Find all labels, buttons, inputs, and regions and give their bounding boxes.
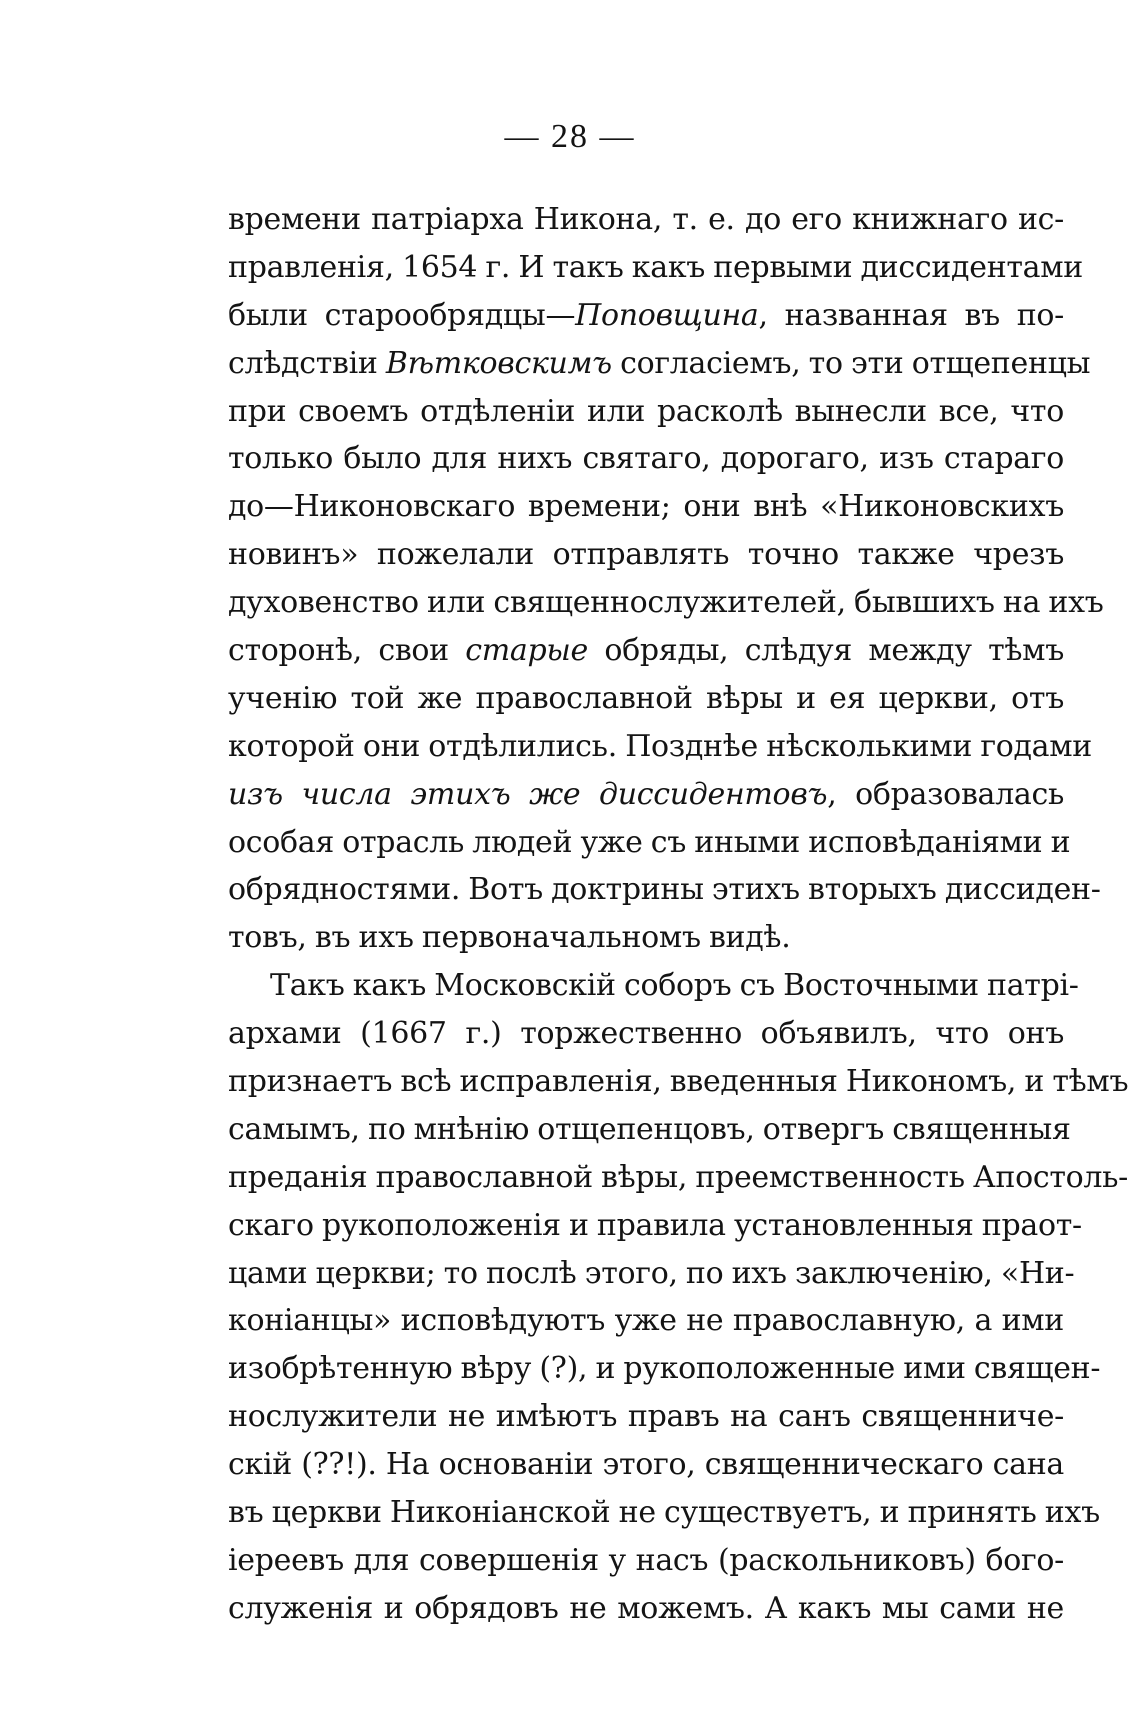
text-line: [228, 866, 1101, 914]
text-segment: сторонѣ, свои: [228, 633, 466, 669]
text-segment: новинъ» пожелали отправлять точно также чрезъ: [228, 537, 1064, 573]
italic-text: Вѣтковскимъ: [385, 345, 612, 381]
text-segment: архами (1667 г.) торжественно объявилъ, что онъ: [228, 1016, 1064, 1052]
text-segment: ученію той же православной вѣры и ея церкви, отъ: [228, 680, 1064, 716]
text-segment: которой они отдѣлились. Позднѣе нѣсколькими годами: [228, 728, 1092, 764]
text-line: [228, 627, 1064, 675]
text-segment: іереевъ для совершенія у насъ (раскольниковъ) бого-: [228, 1542, 1064, 1578]
text-line: [228, 771, 1064, 819]
text-segment: изобрѣтенную вѣру (?), и рукоположенные ими священ-: [228, 1351, 1101, 1387]
text-line: [228, 819, 1071, 867]
text-line: [228, 579, 1104, 627]
text-line: [228, 675, 1064, 723]
text-segment: были старообрядцы—: [228, 297, 576, 333]
text-segment: , образовалась: [827, 776, 1064, 812]
body-text: [228, 196, 1129, 1633]
italic-text: Поповщина: [575, 297, 759, 333]
text-segment: до—Никоновскаго времени; они внѣ «Никоновскихъ: [228, 489, 1064, 525]
text-line: [228, 1345, 1101, 1393]
text-line: [228, 483, 1064, 531]
text-segment: преданія православной вѣры, преемственность Апостоль-: [228, 1159, 1129, 1195]
text-segment: при своемъ отдѣленіи или расколѣ вынесли все, что: [228, 393, 1064, 429]
text-line: [228, 914, 1064, 962]
text-line: [228, 1202, 1082, 1250]
text-segment: товъ, въ ихъ первоначальномъ видѣ.: [228, 920, 791, 956]
text-line: [228, 962, 1079, 1010]
paragraph: [228, 196, 1104, 962]
text-segment: скаго рукоположенія и правила установленныя праот-: [228, 1207, 1082, 1243]
text-line: [228, 1489, 1100, 1537]
text-segment: слѣдствіи: [228, 345, 386, 381]
text-segment: духовенство или священнослужителей, бывшихъ на ихъ: [228, 585, 1104, 621]
text-line: [228, 1537, 1064, 1585]
text-segment: правленія, 1654 г. И такъ какъ первыми диссидентами: [228, 249, 1083, 285]
text-line: [228, 388, 1064, 436]
italic-text: изъ числа этихъ же диссидентовъ: [228, 776, 828, 812]
text-segment: нослужители не имѣютъ правъ на санъ священниче-: [228, 1399, 1064, 1435]
text-segment: Такъ какъ Московскій соборъ съ Восточными патрі-: [270, 968, 1079, 1004]
text-line: [228, 1106, 1071, 1154]
text-segment: служенія и обрядовъ не можемъ. А какъ мы сами не: [228, 1590, 1064, 1626]
text-line: [228, 340, 1091, 388]
text-line: [228, 292, 1064, 340]
text-line: [228, 1058, 1129, 1106]
text-segment: особая отрасль людей уже съ иными исповѣданіями и: [228, 824, 1071, 860]
text-line: [228, 435, 1064, 483]
text-segment: коніанцы» исповѣдуютъ уже не православную, а ими: [228, 1303, 1064, 1339]
text-line: [228, 723, 1092, 771]
text-line: [228, 1250, 1075, 1298]
text-line: [228, 244, 1083, 292]
text-segment: скій (??!). На основаніи этого, священническаго сана: [228, 1447, 1064, 1483]
text-line: [228, 1393, 1064, 1441]
text-segment: времени патріарха Никона, т. е. до его книжнаго ис-: [228, 202, 1064, 237]
text-line: [228, 1585, 1064, 1633]
page-number: — 28 —: [504, 118, 636, 155]
text-line: [228, 1010, 1064, 1058]
text-segment: цами церкви; то послѣ этого, по ихъ заключенію, «Ни-: [228, 1255, 1075, 1291]
text-segment: обряды, слѣдуя между тѣмъ: [588, 633, 1064, 669]
text-segment: признаетъ всѣ исправленія, введенныя Никономъ, и тѣмъ: [228, 1064, 1129, 1100]
text-segment: только было для нихъ святаго, дорогаго, изъ стараго: [228, 441, 1064, 477]
text-line: [228, 1154, 1129, 1202]
text-line: [228, 1297, 1064, 1345]
paragraph: [228, 962, 1129, 1632]
text-line: [228, 1441, 1064, 1489]
text-segment: самымъ, по мнѣнію отщепенцовъ, отвергъ священныя: [228, 1111, 1071, 1147]
text-segment: , названная въ по-: [758, 297, 1064, 333]
italic-text: старые: [465, 633, 588, 669]
text-line: [228, 531, 1064, 579]
text-segment: обрядностями. Вотъ доктрины этихъ вторыхъ диссиден-: [228, 872, 1101, 908]
text-line: [228, 196, 1064, 244]
text-segment: въ церкви Никоніанской не существуетъ, и принять ихъ: [228, 1495, 1100, 1531]
text-segment: согласіемъ, то эти отщепенцы: [611, 345, 1091, 381]
